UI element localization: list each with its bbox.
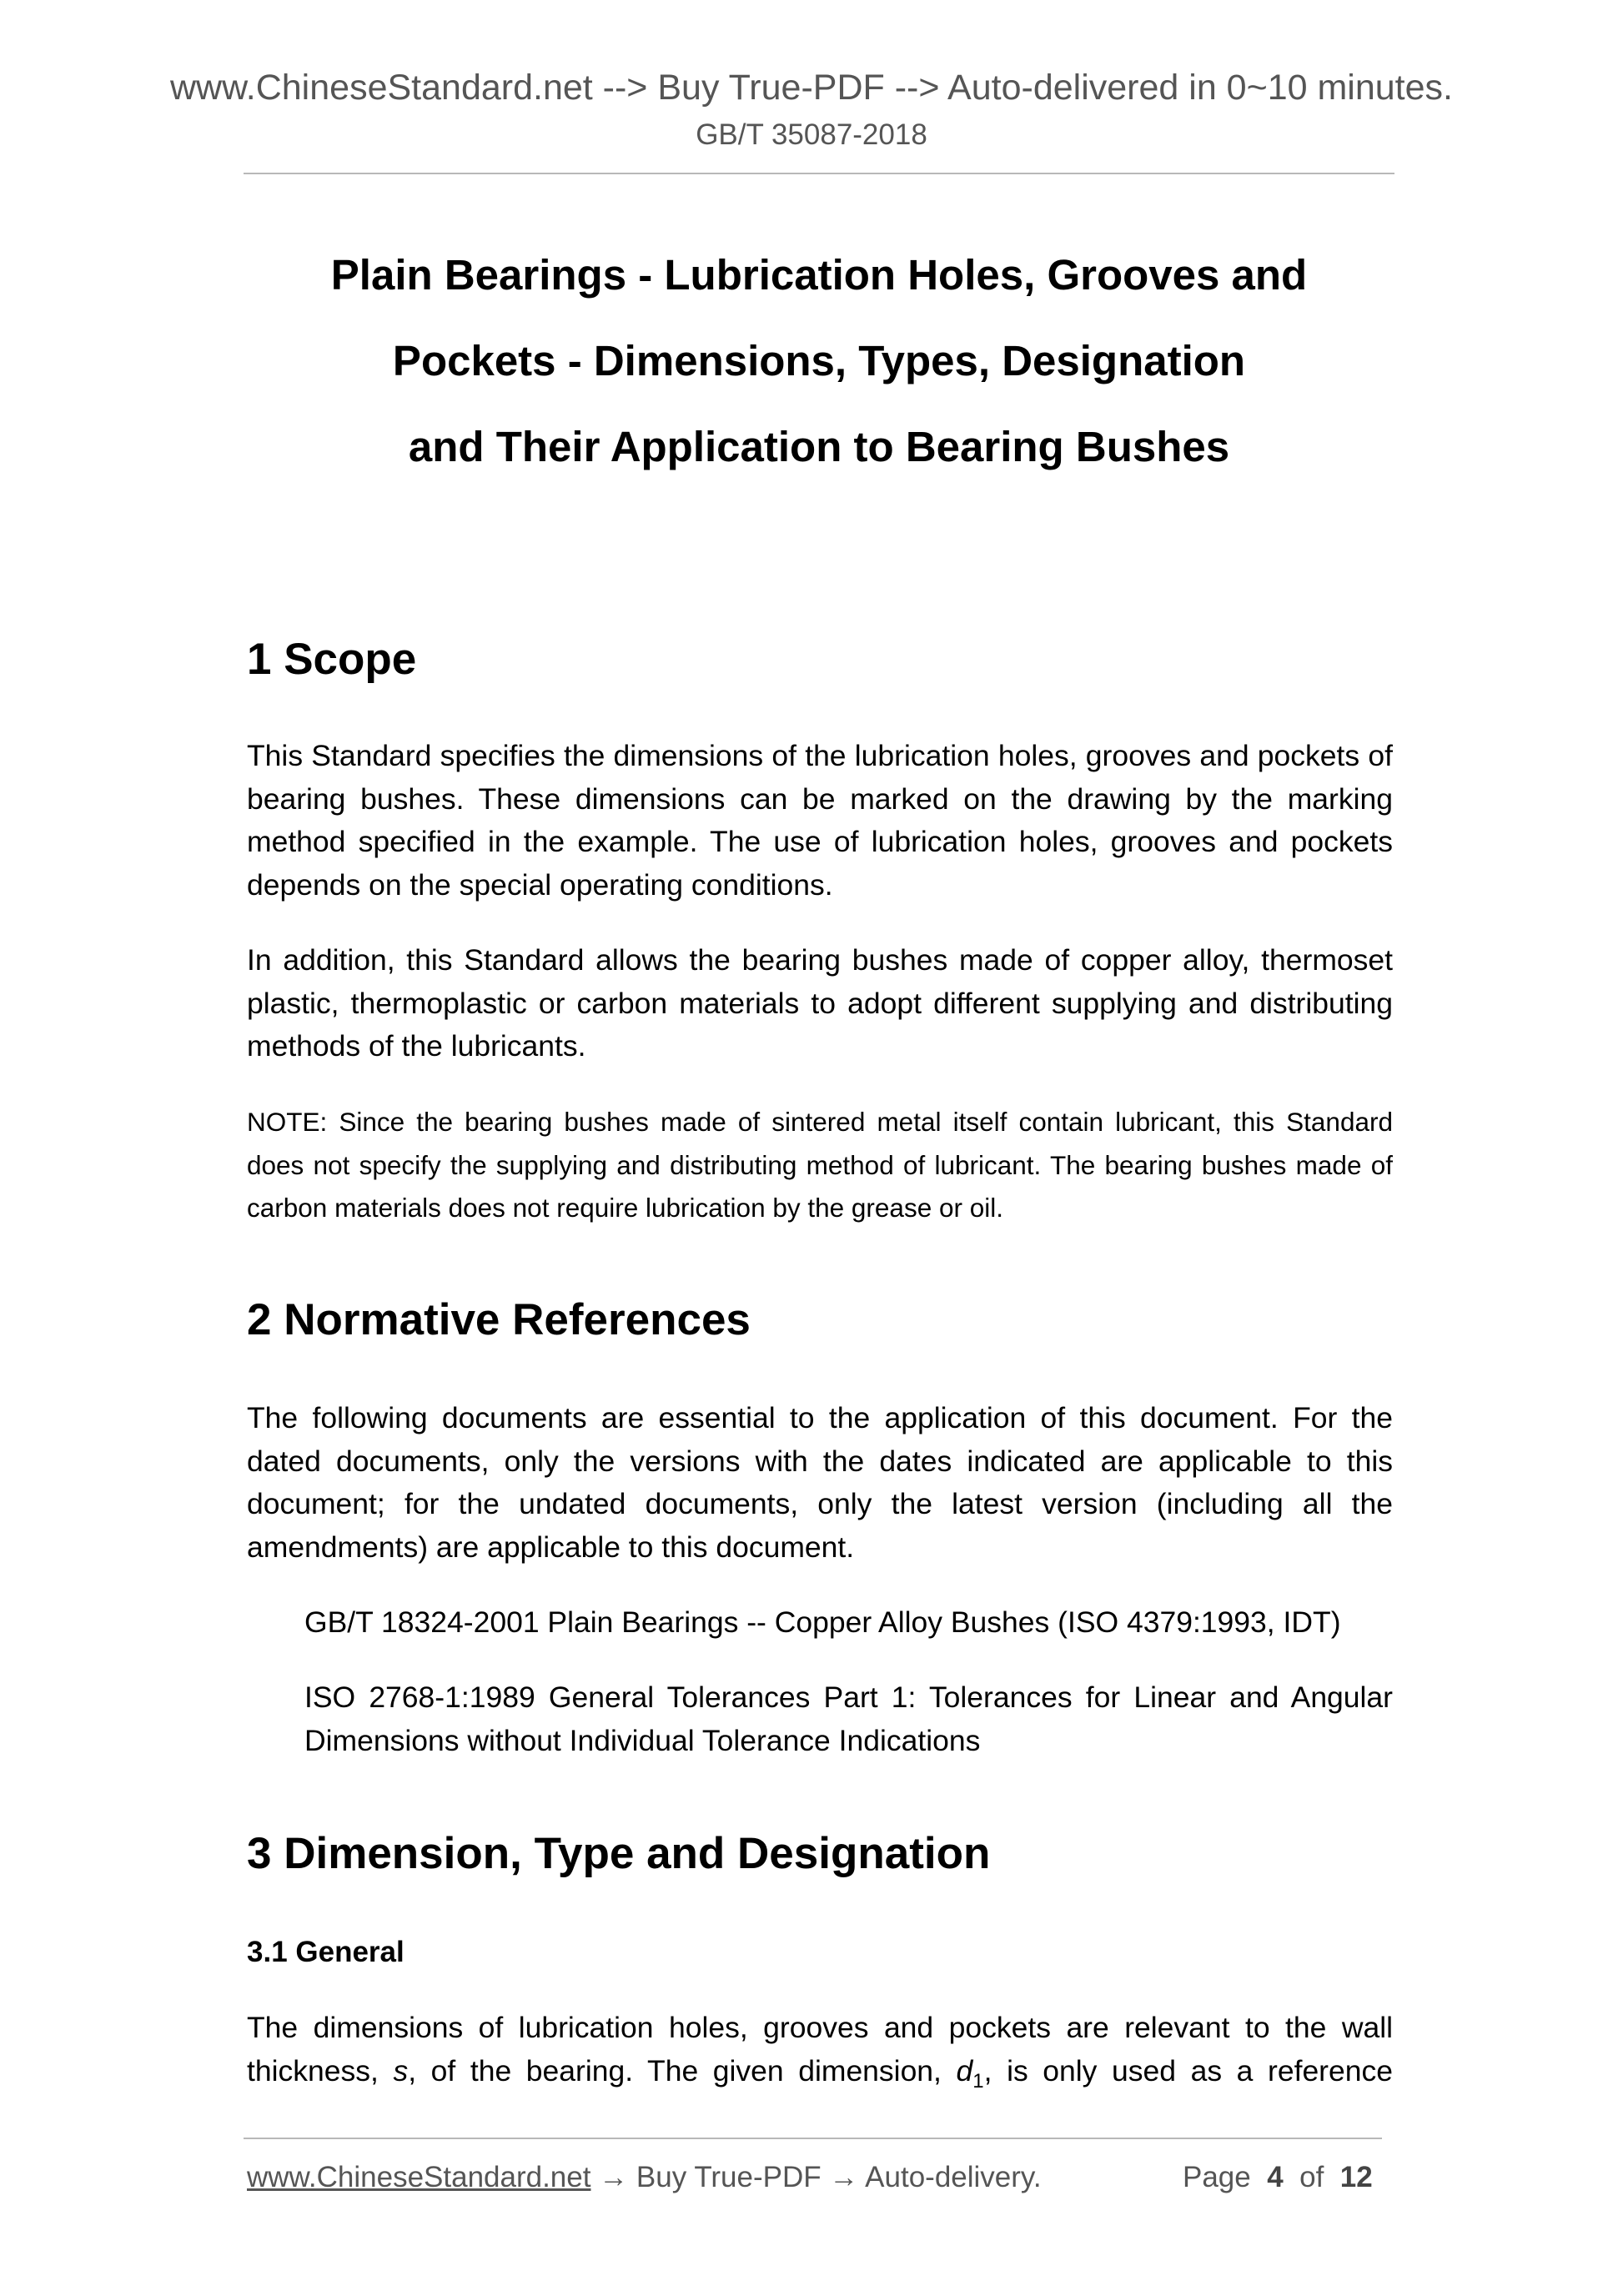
symbol-d: d (956, 2053, 973, 2088)
header-divider (244, 173, 1394, 174)
reference-gbt-18324: GB/T 18324-2001 Plain Bearings -- Copper Alloy Bushes (ISO 4379:1993, IDT) (304, 1605, 1341, 1639)
section-2-heading: 2 Normative References (247, 1295, 751, 1344)
symbol-d-subscript: 1 (972, 2069, 984, 2093)
paragraph-text-b: , of the bearing. The given dimension, (408, 2053, 957, 2088)
section-3-1-paragraph (247, 2007, 1393, 2103)
title-line-3: and Their Application to Bearing Bushes (408, 423, 1230, 470)
footer-link[interactable]: www.ChineseStandard.net (247, 2161, 591, 2193)
symbol-s: s (393, 2053, 409, 2088)
section-1-paragraph-2: In addition, this Standard allows the bearing bushes made of copper alloy, thermoset plastic, thermoplastic or carbon materials to adopt different supplying and distributing methods of the lubricants. (247, 943, 1393, 1063)
title-line-2: Pockets - Dimensions, Types, Designation (392, 337, 1246, 384)
footer-tail-text: → Buy True-PDF → Auto-delivery. (590, 2161, 1042, 2193)
paragraph-text-a: The dimensions of lubrication holes, grooves and pockets are relevant to the wall thickness, (247, 2011, 1393, 2088)
page-total: 12 (1339, 2161, 1373, 2193)
title-line-1: Plain Bearings - Lubrication Holes, Grooves and (330, 251, 1308, 299)
section-1-paragraph-1: This Standard specifies the dimensions of the lubrication holes, grooves and pockets of bearing bushes. These dimensions can be marked on the drawing by the marking method specified in the example. The use of lubrication holes, grooves and pockets depends on the special operating conditions. (247, 739, 1393, 902)
section-1-note: NOTE: Since the bearing bushes made of sintered metal itself contain lubricant, this Standard does not specify the supplying and distributing method of lubricant. The bearing bushes made of carbon materials does not require lubrication by the grease or oil. (247, 1107, 1393, 1223)
section-3-heading: 3 Dimension, Type and Designation (247, 1829, 991, 1878)
document-title (244, 232, 1394, 490)
section-1-heading: 1 Scope (247, 635, 417, 684)
page-label: Page (1183, 2161, 1251, 2193)
page-number: 4 (1267, 2161, 1284, 2193)
reference-iso-2768: ISO 2768-1:1989 General Tolerances Part 1: Tolerances for Linear and Angular Dimensions without Individual Tolerance Indications (304, 1681, 1393, 1757)
footer-divider (244, 2138, 1382, 2139)
header-banner: www.ChineseStandard.net --> Buy True-PDF --> Auto-delivered in 0~10 minutes. (169, 68, 1453, 108)
section-2-paragraph-1: The following documents are essential to the application of this document. For the dated documents, only the versions with the dates indicated are applicable to this document; for the undated documents, only the latest version (including all the amendments) are applicable to this document. (247, 1401, 1393, 1564)
of-label: of (1299, 2161, 1324, 2193)
footer-left (247, 2157, 1042, 2198)
section-3-1-heading: 3.1 General (247, 1936, 404, 1968)
header-standard-number: GB/T 35087-2018 (696, 118, 927, 151)
footer-page-indicator (1183, 2157, 1373, 2198)
paragraph-text-c: , is only used as a reference (983, 2053, 1393, 2088)
